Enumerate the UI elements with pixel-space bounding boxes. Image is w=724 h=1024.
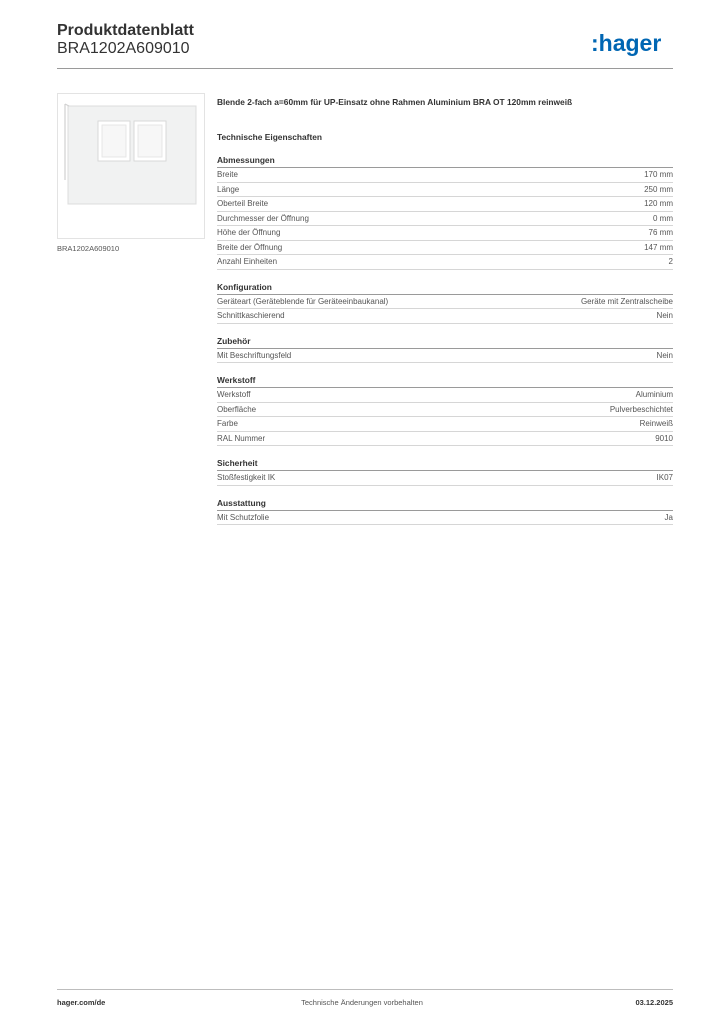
property-label: Schnittkaschierend bbox=[217, 311, 285, 321]
header-divider bbox=[57, 68, 673, 69]
section-ausstattung bbox=[217, 496, 673, 526]
section-title: Abmessungen bbox=[217, 153, 673, 168]
property-row bbox=[217, 388, 673, 403]
property-value: 9010 bbox=[655, 433, 673, 443]
property-label: Geräteart (Geräteblende für Geräteeinbaukanal) bbox=[217, 296, 389, 306]
product-image bbox=[57, 93, 205, 239]
property-value: Reinweiß bbox=[639, 419, 673, 429]
property-value: Nein bbox=[656, 311, 673, 321]
property-label: RAL Nummer bbox=[217, 433, 266, 443]
property-row bbox=[217, 183, 673, 198]
property-label: Oberteil Breite bbox=[217, 199, 269, 209]
property-row bbox=[217, 241, 673, 256]
property-row bbox=[217, 309, 673, 324]
footer-website: hager.com/de bbox=[57, 998, 106, 1007]
property-row bbox=[217, 168, 673, 183]
property-value: Nein bbox=[656, 350, 673, 360]
section-title: Werkstoff bbox=[217, 373, 673, 388]
property-row bbox=[217, 295, 673, 310]
property-row bbox=[217, 255, 673, 270]
property-row bbox=[217, 197, 673, 212]
section-sicherheit bbox=[217, 456, 673, 486]
property-value: 0 mm bbox=[653, 213, 673, 223]
hager-logo-text: :hager bbox=[591, 30, 662, 56]
section-zubehör bbox=[217, 334, 673, 364]
section-abmessungen bbox=[217, 153, 673, 270]
property-row bbox=[217, 349, 673, 364]
property-label: Oberfläche bbox=[217, 404, 257, 414]
property-row bbox=[217, 403, 673, 418]
page-header bbox=[57, 22, 673, 68]
property-label: Mit Schutzfolie bbox=[217, 512, 270, 522]
property-row bbox=[217, 511, 673, 526]
property-row bbox=[217, 226, 673, 241]
section-title: Sicherheit bbox=[217, 456, 673, 471]
technical-properties-title: Technische Eigenschaften bbox=[217, 132, 323, 142]
property-label: Stoßfestigkeit IK bbox=[217, 473, 276, 483]
footer-date: 03.12.2025 bbox=[635, 998, 673, 1007]
property-label: Durchmesser der Öffnung bbox=[217, 213, 309, 223]
property-value: Aluminium bbox=[635, 390, 673, 400]
property-label: Farbe bbox=[217, 419, 238, 429]
properties-sections bbox=[217, 153, 673, 525]
product-description: Blende 2-fach a=60mm für UP-Einsatz ohne Rahmen Aluminium BRA OT 120mm reinweiß bbox=[217, 97, 573, 107]
section-title: Zubehör bbox=[217, 334, 673, 349]
property-row bbox=[217, 212, 673, 227]
property-label: Anzahl Einheiten bbox=[217, 257, 278, 267]
property-value: 76 mm bbox=[648, 228, 673, 238]
image-caption: BRA1202A609010 bbox=[57, 244, 120, 253]
section-konfiguration bbox=[217, 280, 673, 324]
document-title: Produktdatenblatt bbox=[57, 22, 194, 39]
property-value: Pulverbeschichtet bbox=[609, 404, 673, 414]
product-illustration bbox=[58, 94, 204, 238]
property-value: 147 mm bbox=[644, 242, 673, 252]
section-title: Ausstattung bbox=[217, 496, 673, 511]
footer-note: Technische Änderungen vorbehalten bbox=[301, 998, 423, 1007]
property-value: Geräte mit Zentralscheibe bbox=[580, 296, 673, 306]
property-label: Breite der Öffnung bbox=[217, 242, 283, 252]
property-value: Ja bbox=[664, 512, 673, 522]
product-code: BRA1202A609010 bbox=[57, 40, 190, 57]
property-value: IK07 bbox=[656, 473, 673, 483]
property-value: 250 mm bbox=[644, 184, 673, 194]
section-werkstoff bbox=[217, 373, 673, 446]
property-label: Werkstoff bbox=[217, 390, 251, 400]
property-row bbox=[217, 417, 673, 432]
property-value: 120 mm bbox=[644, 199, 673, 209]
property-label: Länge bbox=[217, 184, 240, 194]
property-label: Mit Beschriftungsfeld bbox=[217, 350, 292, 360]
datasheet-content bbox=[217, 96, 673, 535]
property-value: 2 bbox=[668, 257, 673, 267]
property-value: 170 mm bbox=[644, 170, 673, 180]
hager-logo bbox=[591, 30, 673, 58]
section-title: Konfiguration bbox=[217, 280, 673, 295]
property-row bbox=[217, 471, 673, 486]
property-label: Höhe der Öffnung bbox=[217, 228, 281, 238]
property-row bbox=[217, 432, 673, 447]
footer-divider bbox=[57, 989, 673, 990]
property-label: Breite bbox=[217, 170, 238, 180]
